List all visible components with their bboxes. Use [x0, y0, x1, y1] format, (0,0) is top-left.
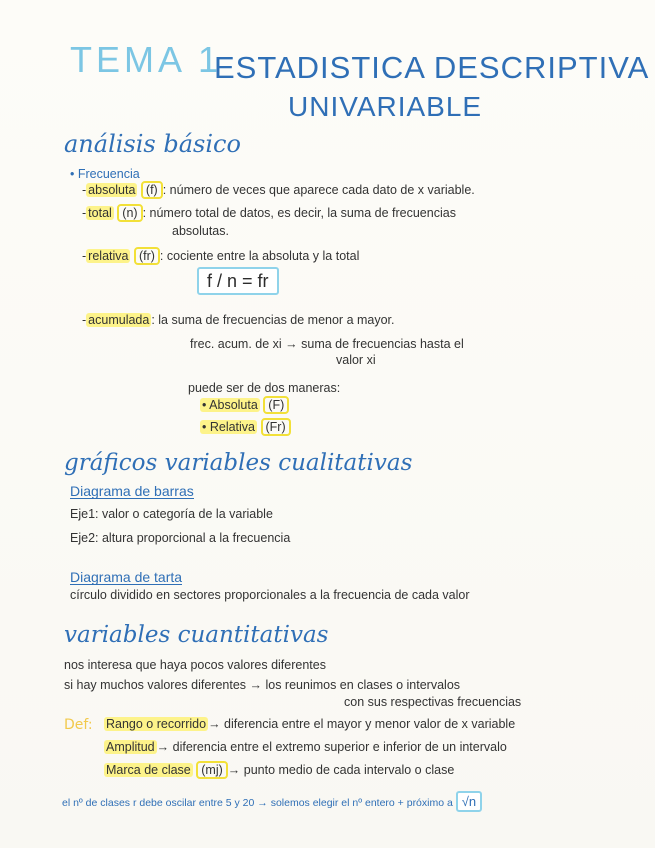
page-subtitle: UNIVARIABLE [288, 91, 483, 122]
rango-description: → diferencia entre el mayor y menor valor de x variable [208, 717, 516, 731]
absoluta-term: absoluta [88, 183, 136, 197]
tarta-description: círculo dividido en sectores proporcionales a la frecuencia de cada valor [70, 588, 470, 602]
cuantitativas-line-2: si hay muchos valores diferentes → los reunimos en clases o intervalos [64, 678, 461, 692]
relativa-symbol: (fr) [134, 247, 160, 265]
section-variables-cuantitativas: variables cuantitativas [64, 622, 329, 648]
marca-symbol: (mj) [196, 761, 228, 779]
amplitud-term: Amplitud [106, 740, 155, 754]
acumulada-row: - acumulada : la suma de frecuencias de menor a mayor. [82, 313, 395, 327]
tema-label: TEMA 1 [70, 39, 223, 80]
frecuencia-label: • Frecuencia [70, 167, 140, 181]
marca-description: → punto medio de cada intervalo o clase [227, 763, 455, 777]
amplitud-description: → diferencia entre el extremo superior e inferior de un intervalo [156, 740, 507, 754]
formula: f / n = fr [197, 267, 279, 295]
def-label: Def: [64, 717, 93, 733]
eje2-line: Eje2: altura proporcional a la frecuencia [70, 531, 291, 545]
acumulada-term: acumulada [88, 313, 150, 327]
diagrama-tarta-title: Diagrama de tarta [70, 569, 183, 585]
formula-box [197, 272, 279, 290]
section-analisis-basico: análisis básico [64, 130, 241, 158]
rango-row [104, 718, 515, 731]
relativa-acum-row [200, 421, 291, 434]
acumulada-description: : la suma de frecuencias de menor a mayor. [151, 313, 395, 327]
relativa-description: : cociente entre la absoluta y la total [159, 249, 360, 263]
relativa-acum-symbol: (Fr) [261, 418, 291, 436]
cuantitativas-line-1: nos interesa que haya pocos valores diferentes [64, 658, 326, 672]
absoluta-description: : número de veces que aparece cada dato de x variable. [162, 183, 475, 197]
footer-note [62, 795, 482, 809]
marca-term: Marca de clase [106, 763, 191, 777]
relativa-term: relativa [88, 249, 129, 263]
footer-text: el nº de clases r debe oscilar entre 5 y 20 → solemos elegir el nº entero + próximo a [62, 797, 453, 809]
frec-acum-line: frec. acum. de xi → suma de frecuencias hasta el [190, 337, 464, 351]
dos-maneras: puede ser de dos maneras: [188, 381, 341, 395]
frec-acum-line-2: valor xi [336, 353, 376, 367]
absoluta-acum-row [200, 399, 289, 412]
cuantitativas-line-3: con sus respectivas frecuencias [344, 695, 522, 709]
relativa-acum-term: • Relativa [202, 420, 256, 434]
section-graficos-cualitativas: gráficos variables cualitativas [64, 450, 413, 476]
total-term: total [88, 206, 112, 220]
total-description-cont: absolutas. [172, 224, 229, 238]
absoluta-row: - absoluta (f) : número de veces que aparece cada dato de x variable. [82, 183, 475, 197]
absoluta-symbol: (f) [141, 181, 163, 199]
marca-row [104, 764, 454, 777]
amplitud-row [104, 741, 507, 754]
rango-term: Rango o recorrido [106, 717, 207, 731]
total-description: : número total de datos, es decir, la suma de frecuencias [142, 206, 456, 220]
diagrama-barras-title: Diagrama de barras [70, 483, 194, 499]
absoluta-acum-symbol: (F) [263, 396, 289, 414]
page-title: ESTADISTICA DESCRIPTIVA [214, 50, 650, 85]
total-row: - total (n) : número total de datos, es decir, la suma de frecuencias [82, 206, 456, 220]
sqrt-n-symbol: √n [456, 791, 482, 812]
eje1-line: Eje1: valor o categoría de la variable [70, 507, 273, 521]
total-symbol: (n) [117, 204, 142, 222]
relativa-row: - relativa (fr) : cociente entre la absoluta y la total [82, 249, 360, 263]
absoluta-acum-term: • Absoluta [202, 398, 258, 412]
